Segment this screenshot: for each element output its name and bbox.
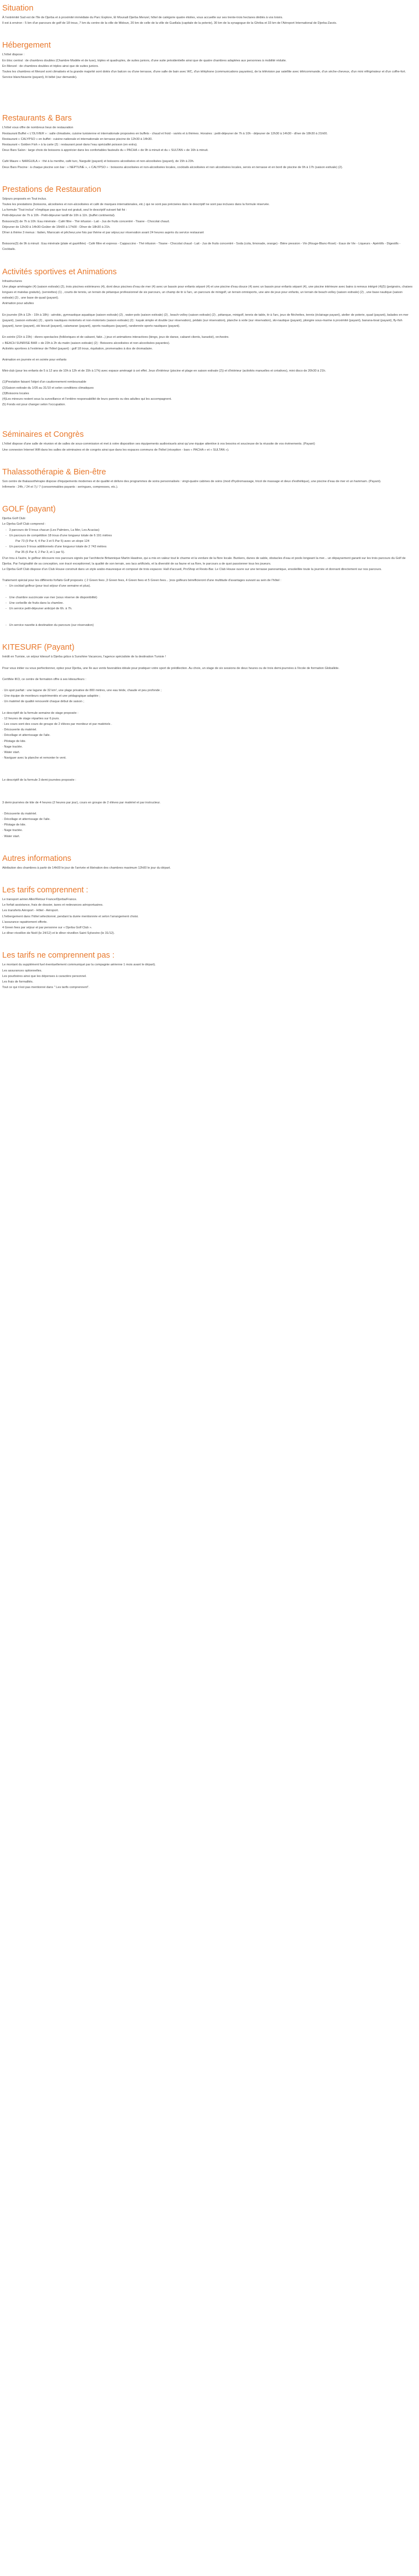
text-line: Les assurances optionnelles. [2,969,43,973]
section-tarifs-exclu [2,950,413,990]
kitesurf-body [2,654,413,839]
text-line: 3 demi-journées de kite de 4 heures (2 heures par jour), cours en groupe de 2 élèves par matériel et par instructeur. [2,801,161,804]
text-line: Les transferts Aéroport - Hôtel - Aéroport. [2,909,59,913]
activites-body [2,279,413,408]
golf-description [2,556,413,584]
text-line: · Pilotage de kite. [2,739,27,743]
text-line: Les pourboires ainsi que les dépenses à caractère personnel. [2,974,87,978]
text-line: (5) Fonds est pour changer selon l'occupation. [2,403,66,407]
text-line: (3)Boissons locales [2,391,29,395]
golf-avantage-item: - Un cocktail golfeur (pour tout séjour d'une semaine et plus). [6,584,91,588]
text-line: En bloc central : de chambres doubles (Chambre Modèle et de luxe), triples et quadruples, de suites juniors, d'une suite présidentielle ainsi que de quatre chambres adaptées aux personnes à mobilité réduite. [2,59,287,62]
text-line: Le forfait assistance, frais de dossier, taxes et redevances aéroportuaires. [2,903,103,907]
hebergement-body [2,52,413,80]
section-golf [2,504,413,628]
text-line [2,682,413,688]
text-line: · Décollage et atterrissage de l'aile. [2,818,51,822]
text-line: D'un trou à l'autre, le golfeur découvre nos parcours signés par l'architecte Britannique Martin Hawtree, qui a mis en valeur tout le charme et la verdure de la flore locale. Bunkers, dunes de sable, obstacles d'eau et pools longeant la mer... un dépaysement garanti sur les trois parcours du Golf de Djerba. Par l'originalité de sa conception, son tracé exceptionnel, la qualité de son terrain, ses lacs artificiels, et la diversité de sa faune et sa flore, le parcours a de quoi passionner tous les joueurs. [2,556,406,566]
text-line: Restaurant Buffet « L'OLIVIER » : salle climatisée, cuisine tunisienne et internationale proposées en buffets - chaud et froid - variés et à thèmes. Horaires : petit-déjeuner de 7h à 10h - déjeuner de 12h30 à 14h30 - dîner de 18h30 à 21h00. [2,132,328,135]
autres-title: Autres informations [2,854,71,863]
golf-parcours-sub: Par 35 (6 Par 4, 2 Par 3, et 1 par 5). [15,551,65,555]
text-line: · Découverte du matériel. [2,812,37,816]
text-line: Les frais de formalités. [2,980,34,984]
section-seminaires [2,430,413,452]
text-line [2,789,413,795]
text-line: (4)Les mineurs restent sous la surveillance et l'entière responsabilité de leurs parents ou des adultes qui les accompagnent. [2,397,172,401]
text-line: · Un matériel de qualité renouvelé chaque début de saison ; [2,700,85,704]
restaurants-body [2,125,413,170]
text-line: En Menzel : de chambres doubles et triples ainsi que de suites juniors. [2,64,99,68]
text-line: En journée (9h à 12h - 15h à 18h) : aérobic, gymnastique aquatique (saison estivale) (2) , water-polo (saison estivale) (2) , beach-volley (saison estivale) (2) , pétanque, minigolf, tennis de table, tir à l'arc, jeux de fléchettes, tennis (éclairage payant), atelier de poterie, quad (payant), balades en mer (payant), (saison estivale) (2) , sports nautiques motorisés et non-motorisés (saison estivale) (2) : kayak simple et double (sur réservation), pédalo (sur réservation), planche à voile (sur réservation), ski-nautique (payant), plongée sous-marine à proximité (payant), banana-boat (payant), fly-fish (payant), tuner (payant), ski biscuit (payant), catamaran (payant), sports nautiques (payant), randonnée sports nautiques (payant). [2,313,408,328]
text-line: Toutes les chambres et Menzel sont climatisés et la grande majorité sont dotés d'un balcon ou d'une terrasse, d'une salle de bain avec WC, d'un téléphone (communications payantes), de la télévision par satellite avec télécommande, d'un sèche-cheveux, d'un mini réfrigérateur et d'un coffre-fort. Service blanchisserie (payant), lit bébé (sur demande). [2,70,406,80]
text-line: En soirée (21h à 23h) : divers spectacles (folkloriques et de cabaret, fakir...) jeux et animations interactives (bingo, jeux de danse, cabaret clients, karaoké), orchestre. [2,336,229,339]
text-line: Animation pour adultes [2,302,34,306]
text-line: Une connexion Internet Wifi dans les salles de séminaires et de congrès ainsi que dans les espaces communs de l'hôtel (réception - bars « PACHA » et « SULTAN »). [2,448,229,452]
text-line: Djerba Golf Club: [2,517,26,521]
text-line: (1)Prestation faisant l'objet d'un cautionnement remboursable [2,380,87,384]
text-line: La formule "Tout inclus" n'implique pas que tout est gratuit, seul le descriptif suivant fait foi : [2,208,127,212]
text-line: · Les cours sont des cours de groupe de 2 élèves par moniteur et par matériels . [2,723,112,727]
tarifs-exclu-title: Les tarifs ne comprennent pas : [2,951,115,960]
text-line: Mini-club (pour les enfants de 5 à 12 ans de 10h à 12h et de 15h à 17h) avec espace aménagé à cet effet. Jeux d'intérieur (piscine et plage en saison estivale (2)) et d'intérieur (activités manuelles et créatives), mini disco de 20h30 à 21h. [2,369,326,373]
text-line: Le Djerba Golf Club comprend : [2,522,46,526]
golf-avantage-item: - Un service petit-déjeuner anticipé de 6h. à 7h. [6,607,72,610]
situation-title: Situation [2,4,34,13]
situation-body [2,15,413,26]
text-line: Le Djerba Golf Club dispose d'un Club House construit dans un style arabo-mauresque et composé de trois espaces: Hall d'accueil, ProShop et Resto-Bar. Le Club House ouvre sur une terrasse panoramique, ensoleillée toute la journée et donnant directement sur nos parcours. [2,567,382,571]
section-restaurants [2,113,413,170]
golf-parcours-item: - 3 parcours de 9 trous chacun (Les Palmiers, La Mer, Les Acacias) [6,528,99,532]
text-line: Le descriptif de la formule 3 demi-journées proposée : [2,778,76,782]
text-line: Inédit en Tunisie, un séjour kitesurf à Djerba grâce à Sunshine Vacances, l'agence spécialiste de la destination Tunisie ! [2,655,166,659]
text-line: Certifiée IKO, ce centre de formation offre à ses kitesurfeurs : [2,677,86,681]
text-line: · Une équipe de moniteurs expérimentés et une pédagogique adaptée ; [2,694,100,698]
golf-parcours-list [2,527,413,556]
text-line: (2)Saison estivale du 1/05 au 31/10 et selon conditions climatiques [2,386,94,390]
text-line: Le descriptif de la formule semaine de stage proposée : [2,711,78,715]
text-line: L'hôtel vous offre de nombreux lieux de restauration [2,126,74,130]
text-line: Boissons(3) de 7h à 10h: Eau minérale - Café filtre - Thé infusion - Lait - Jus de fruits concentré - Tisane - Chocolat chaud. [2,220,170,223]
hebergement-title: Hébergement [2,41,51,50]
text-line: · Un spot parfait : une lagune de 32 km², une plage privative de 800 mètres, une eau tiède, chaude et peu profonde ; [2,689,162,692]
text-line: Séjours proposés en Tout inclus. [2,197,47,201]
text-line: Son centre de thalassothérapie dispose d'équipements modernes et de qualité et délivre des programmes de soins personnalisés : vingt-quatre cabines de soins (mod d'hydromassage, tricot de massage et deux d'esthétique), une piscine d'eau de mer et un hammam. (Payant). [2,479,381,483]
golf-avantage-item [6,589,413,595]
text-line [2,772,413,777]
golf-title: GOLF (payant) [2,505,56,514]
golf-avantages-last [2,623,413,628]
text-line [2,153,413,159]
text-line: · Découverte du matériel. [2,728,37,732]
tarifs-exclu-body [2,962,413,990]
thalasso-body [2,479,413,490]
text-line [2,795,413,800]
text-line: « BEACH SUNRISE BAR » de 23h à 2h du matin (saison estivale) (2) : Boissons alcoolisées et non-alcoolisées payantes). [2,341,170,345]
text-line: Tout ce qui n'est pas mentionné dans " Les tarifs comprennent". [2,986,90,990]
text-line: Deux Bars Piscine : à chaque piscine son bar : « NEPTUNE », « CALYPSO » : boissons alcoolisées et non-alcoolisées locales, cocktails alcoolisées et non alcoolisées locales, servis en terrasse et en bord de piscine de 9h à 17h (saison estivale) (2). [2,165,343,169]
text-line: Pour vous initier ou vous perfectionner, optez pour Djerba, une île aux vents favorables idéale pour pratiquer votre sport de prédilection. Au choix, un stage de six sessions de deux heures ou de trois demi-journées à l'école de formation Globalkite. [2,666,339,670]
section-autres [2,854,413,871]
golf-parcours-sub: Par 73 (9 Par 4, 4 Par 3 et 5 Par 5) avec un slope 124 [15,539,90,543]
text-line: · Water start. [2,834,20,838]
golf-avantages-list [2,583,413,612]
text-line: Une plage aménagée (4) (saison estivale) (2), trois piscines extérieures (4), dont deux piscines d'eau de mer (4) avec un bassin pour enfants séparé (4) et une piscine d'eau douce (4) avec un bassin pour enfants séparé (4), une piscine intérieure avec bains à remous intégré (4)(5) (peignoirs, chaises longues et matelas gratuits), (serviettes) (1) , courts de tennis, un terrain de pétanque professionnel de six parcours, un champ de tir à l'arc, un parcours de minigolf, un terrain omnisports, une aire de jeux pour enfants, un terrain de beach-volley (saison estivale) (2) , une base nautique (saison estivale) (2) , une base de quad (payant). [2,285,413,300]
prestations-body [2,196,413,253]
text-line [2,236,413,241]
text-line: Déjeuner de 12h30 à 14h30-Goûter de 15h00 à 17h00 - Dîner de 18h30 à 21h. [2,225,111,229]
prestations-title: Prestations de Restauration [2,185,101,194]
text-line [2,572,413,578]
section-thalasso [2,467,413,490]
text-line: L'hébergement dans l'hôtel sélectionné, pendant la durée mentionnée et selon l'arrangement choisi. [2,915,139,918]
golf-avantage-item: - Un service navette à destination du parcours (sur réservation) [6,624,94,628]
text-line: Le dîner réveillon de Noël (le 24/12) et le dîner réveillon Saint Sylvestre (le 31/12). [2,932,115,936]
text-line [2,363,413,368]
golf-avantage-item: - Une chambre succincate vue mer (sous réserve de disponibilité) [6,595,97,599]
text-line: 4 Green fees par séjour et par personne sur « Djerba Golf Club ». [2,926,92,930]
seminaires-body [2,441,413,452]
golf-intro [2,516,413,527]
kitesurf-title: KITESURF (Payant) [2,643,75,652]
text-line [2,806,413,811]
text-line: · Décollage et atterrissage de l'aile. [2,734,51,738]
text-line [2,660,413,666]
text-line: L'hôtel dispose : [2,53,25,57]
section-activites [2,267,413,408]
section-hebergement [2,40,413,80]
restaurants-title: Restaurants & Bars [2,114,72,123]
text-line: · Nage tractée. [2,745,23,749]
text-line [2,761,413,766]
text-line: Deux Bars Salon : large choix de boissons à apprécier dans les confortables fauteuils du « PACHA » de 9h à minuit et du « SULTAN » de 16h à minuit. [2,149,208,153]
text-line [2,783,413,789]
text-line [2,307,413,312]
text-line: Attribution des chambres à partir de 14h00 le jour de l'arrivée et libération des chambres maximum 12h00 le jour du départ. [2,866,171,870]
golf-parcours-item: - Un parcours 9 trous additionnels d'une longueur totale de 2 743 mètres [6,545,107,549]
seminaires-title: Séminaires et Congrès [2,430,84,440]
text-line: L'hôtel dispose d'une salle de réunion et de salles de sous-commission et met à votre disposition ses équipements audiovisuels ainsi qu'une équipe attentive à vos besoins et soucieuse de la réussite de vos événements. (Payant) [2,442,315,446]
text-line: Toutes les prestations (boissons, alcoolisées et non-alcoolisées et café de marques internationales, etc.) qui ne sont pas précisées dans le descriptif ne sont pas incluses dans la formule réservée. [2,203,270,207]
text-line: Petit-déjeuner de 7h à 10h - Petit-déjeuner tardif de 10h à 11h. (buffet continental). [2,214,116,218]
text-line [2,374,413,379]
text-line [2,705,413,710]
text-line: Infrastructures [2,279,22,283]
text-line: · Naviguer avec la planche et remonter le vent. [2,756,66,760]
section-situation [2,3,413,26]
text-line: Il est à environ : 5 km d'un parcours de golf de 18 trous, 7 km du centre de la ville de Midoun, 20 km de celle de la ville de Guellala (capitale de la poterie), 30 km de la synagogue de la Ghriba et 33 km de l'Aéroport International de Djerba-Zarzis. [2,22,337,25]
text-line: Activités sportives à l'extérieur de l'hôtel (payant) : golf 18 trous, équitation, promenades à dos de dromadaire. [2,347,153,351]
text-line: Traitement spécial pour les différents forfaits Golf proposés :( 2 Green fees ,3 Green fees, 4 Green fees et 5 Green fees... )nos golfeurs bénéficieront d'une multitude d'avantages suivant au sein de l'hôtel : [2,579,281,583]
activites-title: Activités sportives et Animations [2,267,117,276]
text-line: Dîner à thème 3 menus : Italien, Marocain et pêcheur,une fois par thème et par séjour,sur réservation avant 24 heures auprès du service restaurant [2,231,204,235]
text-line: Boissons(3) de 9h à minuit : Eau minérale (plate et gazéifiée) - Café filtre et express - Cappuccino - Thé infusion - Tisane - Chocolat chaud - Lait - Jus de fruits concentré - Soda (cola, limonade, orange) - Bière pression - Vin (Rouge-Blanc-Rosé) - Eaux de Vie - Liqueurs - Apéritifs - Digestifs - Cocktails. [2,242,401,252]
text-line: · Pilotage de kite. [2,823,27,827]
text-line: Restaurant « CALYPSO » en buffet : cuisine nationale et internationale en terrasse piscine de 12h30 à 14h30. [2,137,153,141]
text-line: L'assurance rapatriement offerte. [2,920,48,924]
golf-avantage-item: - Une corbeille de fruits dans la chambre. [6,601,64,605]
text-line: Animation en journée et en soirée pour enfants [2,358,67,362]
text-line: À l'extrémité Sud est de l'île de Djerba et à proximité immédiate du Parc Explore, El Mouradi Djerba Menzel, hôtel de catégorie quatre étoiles, vous accueille sur ses trente-trois hectares dédiés à vos loisirs. [2,16,283,19]
section-kitesurf [2,642,413,839]
text-line: Café Maure « NARGUILA » : thé à la menthe, café turc, Narguilé (payant) et boissons alcoolisées et non-alcoolisées (payant), de 15h à 23h. [2,160,195,164]
page [0,0,419,1016]
text-line: Le montant du supplément fuel éventuellement communiqué par la compagnie aérienne 1 mois avant le départ). [2,963,156,967]
text-line: Le transport aérien Aller/Retour France/Djerba/France. [2,898,77,902]
tarifs-comprend-title: Les tarifs comprennent : [2,886,88,895]
text-line: · 12 heures de stage réparties sur 6 jours. [2,717,60,720]
section-tarifs-comprend [2,885,413,936]
text-line [2,671,413,677]
text-line: Infirmerie : 24h, / 24 et 7j / 7 (consommables payants : seringues, compresses, etc.). [2,485,118,489]
thalasso-title: Thalassothérapie & Bien-être [2,467,106,477]
autres-body [2,865,413,871]
tarifs-comprend-body [2,897,413,936]
text-line: Restaurant « Golden Fish » à la carte (2) : restaurant posé dans l'eau spécialité poisson (en extra). [2,143,138,147]
section-prestations [2,185,413,253]
text-line [2,329,413,335]
text-line: · Nage tractée. [2,829,23,833]
text-line: · Water start. [2,751,20,755]
text-line [2,352,413,357]
text-line [2,766,413,772]
golf-parcours-item: - Un parcours de compétition 18 trous d'une longueur totale de 6 191 mètres [6,534,112,537]
